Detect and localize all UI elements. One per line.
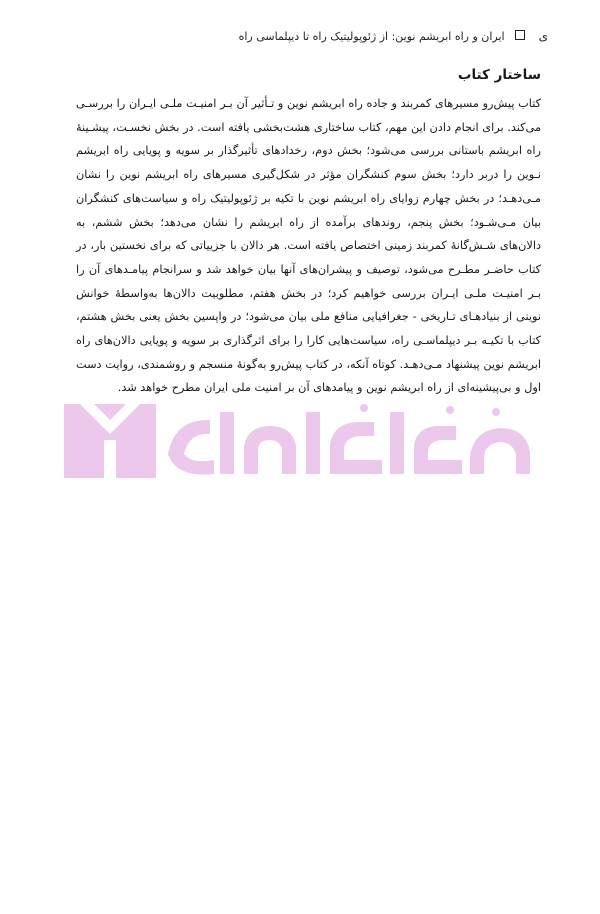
running-header <box>78 26 548 46</box>
running-header-title: ایران و راه ابریشم نوین: از ژئوپولیتیک راه تا دیپلماسی راه <box>238 29 505 43</box>
page-number: ی <box>538 29 548 43</box>
section-heading: ساختار کتاب <box>457 67 541 83</box>
body-paragraph: کتاب پیش‌رو مسیرهای کمربند و جاده راه ابریشم نوین و تـأثیر آن بـر امنیـت ملـی ایـران را بررسـی می‌کند. برای انجام دادن این مهم، کتاب ساختاری هشت‌بخشی یافته است. در بخش نخسـت، پیشـینۀ راه ابریشم باستانی بررسی می‌شود؛ بخش دوم، رخدادهای تأثیرگذار بر سویه و پویایی راه ابریشم نـوین را دربر دارد؛ بخش سوم کنشگران مؤثر در شکل‌گیری مسیرهای راه ابریشم نوین را نشان مـی‌دهـد؛ در بخش چهارم زوایای راه ابریشم نوین با تکیه بر ژئوپولیتیک راه و سیاست‌های کنشگران بیان مـی‌شـود؛ بخش پنجم، روندهای برآمده از راه ابریشم را نشان می‌دهد؛ بخش ششم، به دالان‌های شـش‌گانۀ کمربند زمینی اختصاص یافته است. هر دالان با جزییاتی که برای نخستین بار، در کتاب حاضـر مطـرح می‌شود، توصیف و پیشران‌های آنها بیان خواهد شد و سرانجام پیامـدهای آن را بـر امنیـت ملـی ایـران بررسی خواهیم کرد؛ در بخش هفتم، مطلوبیت دالان‌ها به‌واسطۀ خوانش نوینی از بنیادهـای تـاریخی - جغرافیایی منافع ملی بیان می‌شود؛ در واپسین بخش یعنی بخش هشتم، کتاب با تکیـه بـر دیپلماسـی راه، سیاست‌هایی کارا را برای اثرگذاری بر سویه و پویایی دالان‌های راه ابریشم نوین پیشنهاد مـی‌دهـد. کوتاه آنکه، در کتاب پیش‌رو به‌گونۀ منسجم و روشمندی، روایت دست اول و بی‌پیشینه‌ای از راه ابریشم نوین و پیامدهای آن بر امنیت ملی ایران مطرح خواهد شد. <box>76 97 541 395</box>
main-content <box>76 66 541 400</box>
watermark-logo <box>64 404 544 478</box>
square-bullet-icon <box>515 30 525 40</box>
